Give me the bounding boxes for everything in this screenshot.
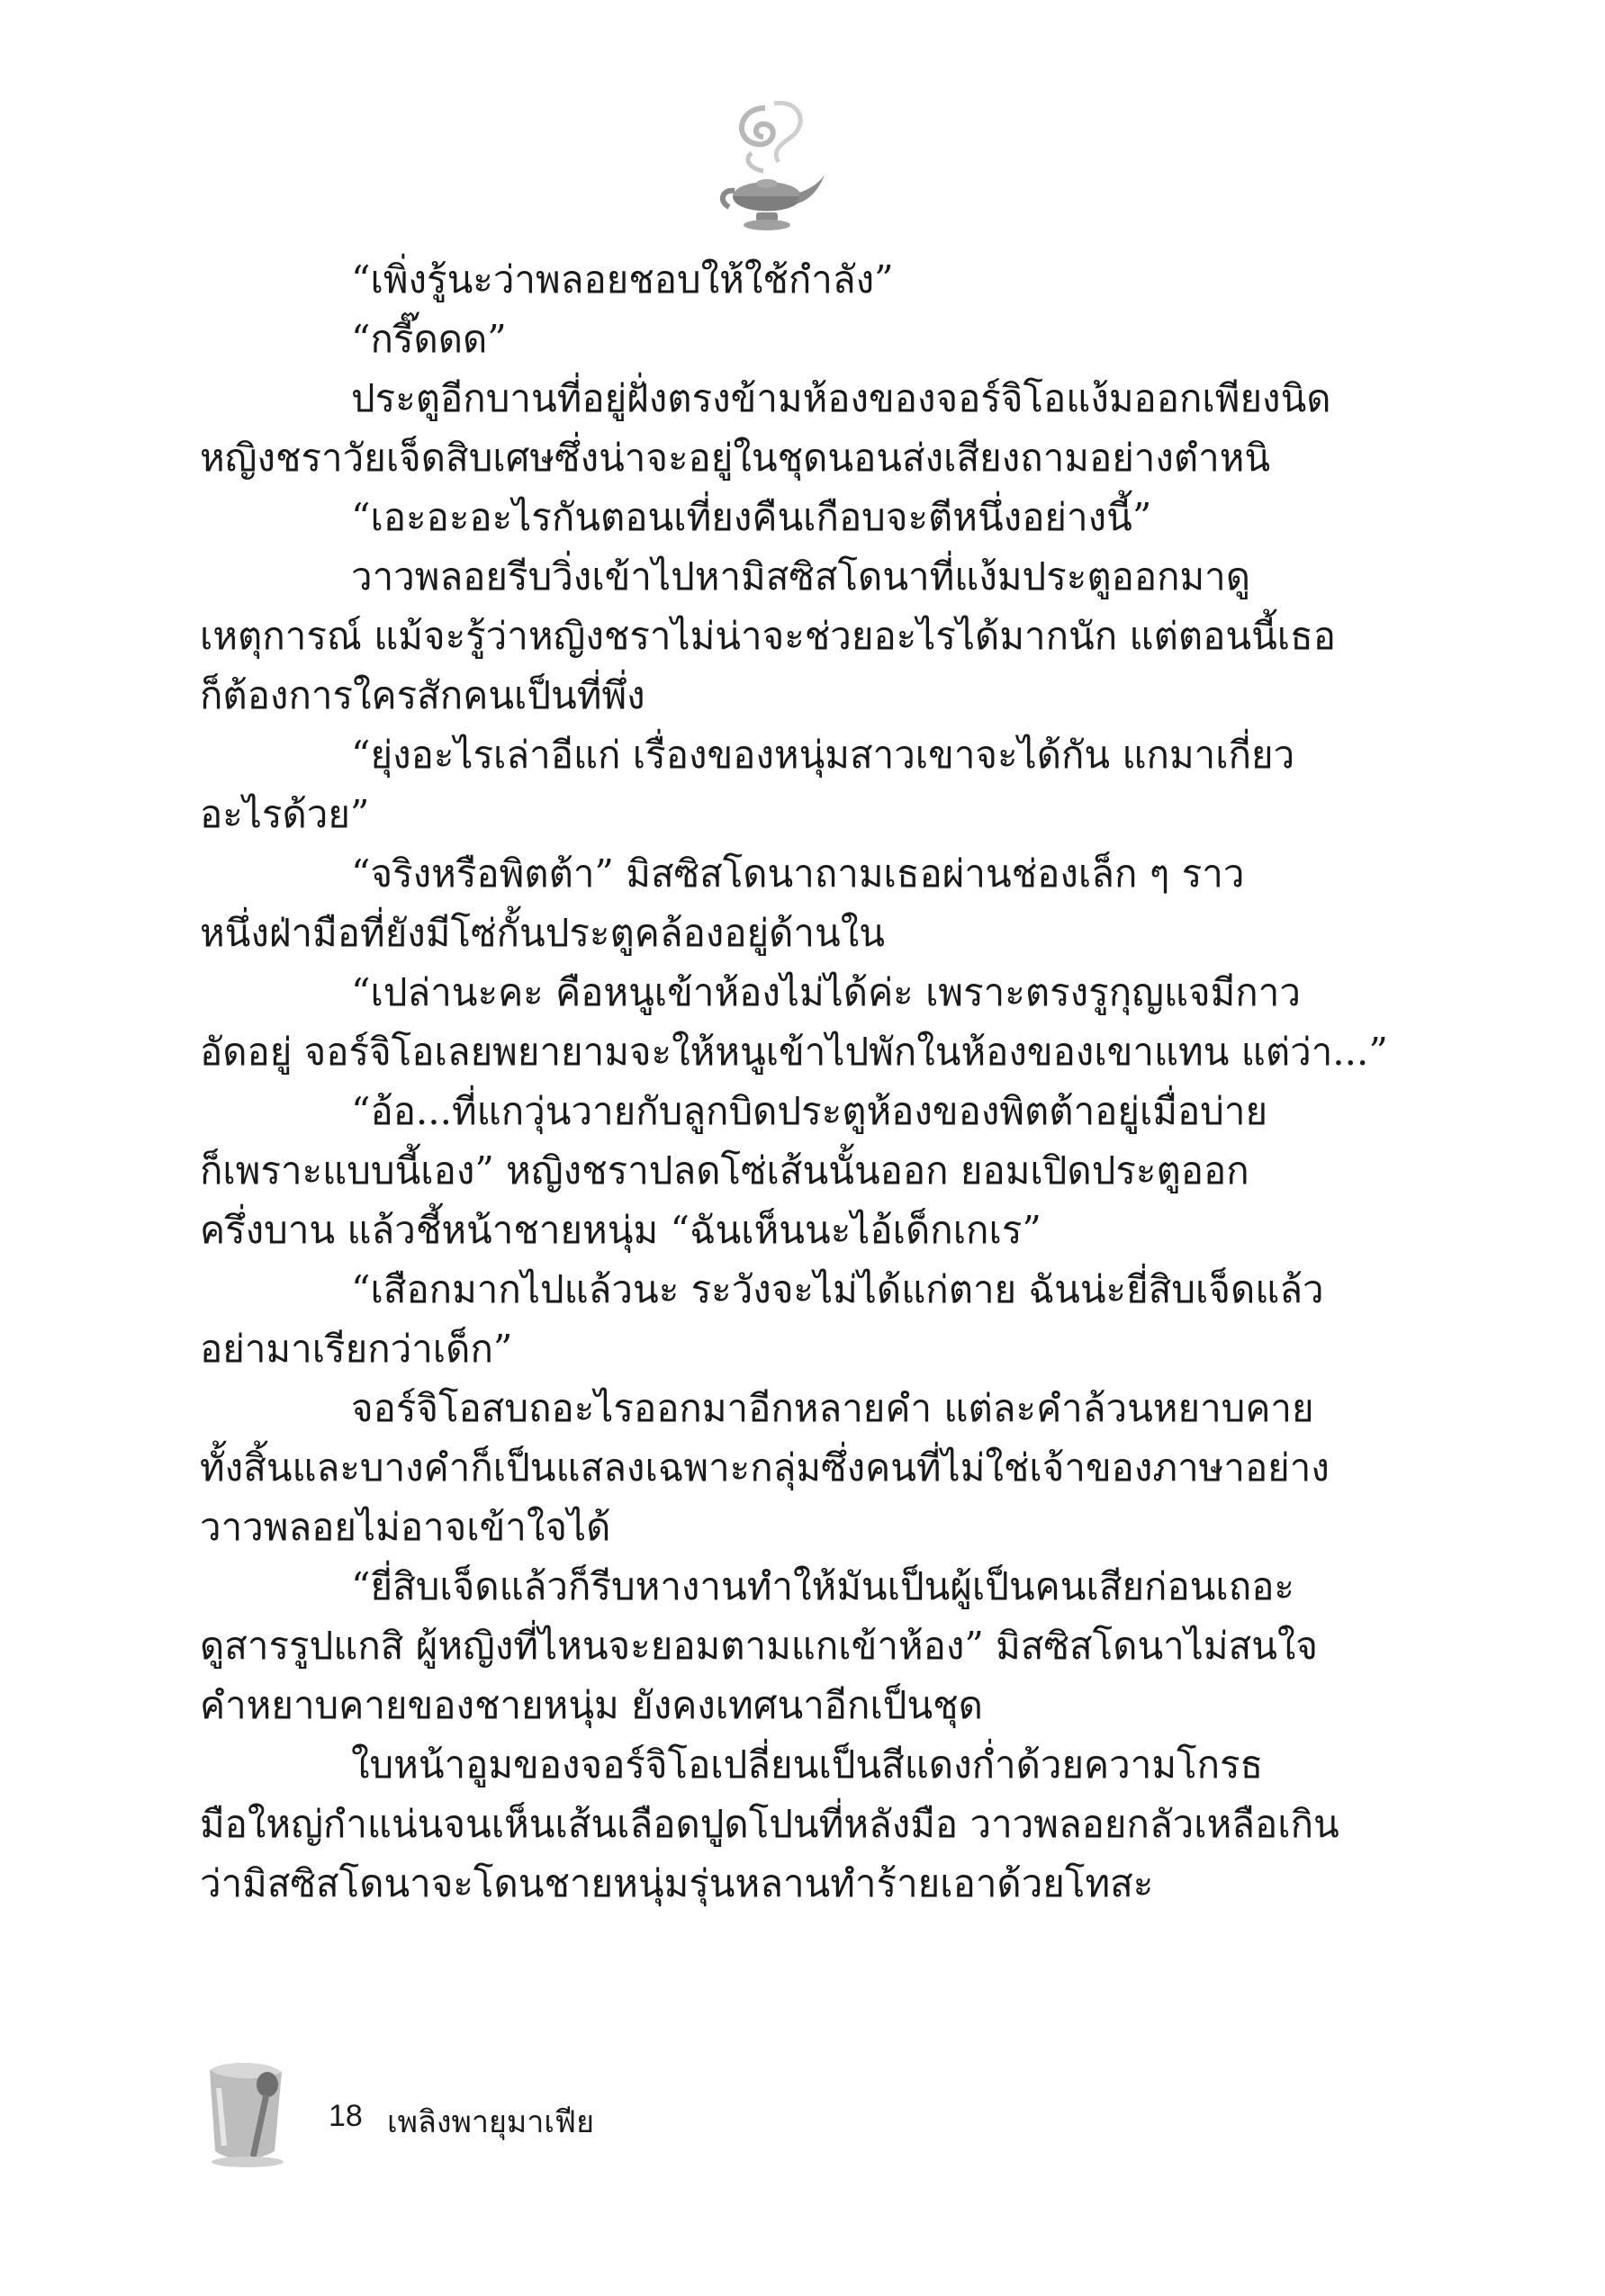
text-line: หนึ่งฝ่ามือที่ยังมีโซ่กั้นประตูคล้องอยู่ด้านใน (200, 911, 885, 955)
text-line: ก็ต้องการใครสักคนเป็นที่พึ่ง (200, 673, 645, 717)
page-footer (194, 2052, 824, 2169)
text-line: ก็เพราะแบบนี้เอง” หญิงชราปลดโซ่เส้นนั้นออก ยอมเปิดประตูออก (200, 1148, 1249, 1193)
text-line: อะไรด้วย” (200, 792, 370, 836)
text-line: “ยี่สิบเจ็ดแล้วก็รีบหางานทำให้มันเป็นผู้เป็นคนเสียก่อนเถอะ (351, 1564, 1294, 1608)
text-line: ใบหน้าอูมของจอร์จิโอเปลี่ยนเป็นสีแดงก่ำด้วยความโกรธ (351, 1742, 1264, 1787)
book-title: เพลิงพายุมาเฟีย (387, 2105, 595, 2139)
text-line: ครึ่งบาน แล้วชี้หน้าชายหนุ่ม “ฉันเห็นนะไอ้เด็กเกเร” (200, 1208, 1041, 1252)
text-line: “เสือกมากไปแล้วนะ ระวังจะไม่ได้แก่ตาย ฉันน่ะยี่สิบเจ็ดแล้ว (351, 1267, 1324, 1311)
text-line: ดูสารรูปแกสิ ผู้หญิงที่ไหนจะยอมตามแกเข้าห้อง” มิสซิสโดนาไม่สนใจ (200, 1624, 1319, 1668)
text-line: ประตูอีกบานที่อยู่ฝั่งตรงข้ามห้องของจอร์จิโอแง้มออกเพียงนิด (351, 376, 1331, 420)
text-line: วาวพลอยรีบวิ่งเข้าไปหามิสซิสโดนาที่แง้มประตูออกมาดู (351, 554, 1251, 599)
text-line: คำหยาบคายของชายหนุ่ม ยังคงเทศนาอีกเป็นชุด (200, 1683, 983, 1727)
text-line: “เพิ่งรู้นะว่าพลอยชอบให้ใช้กำลัง” (351, 257, 894, 302)
text-line: เหตุการณ์ แม้จะรู้ว่าหญิงชราไม่น่าจะช่วยอะไรได้มากนัก แต่ตอนนี้เธอ (200, 614, 1336, 658)
text-line: อย่ามาเรียกว่าเด็ก” (200, 1327, 513, 1371)
text-line: อัดอยู่ จอร์จิโอเลยพยายามจะให้หนูเข้าไปพักในห้องของเขาแทน แต่ว่า...” (200, 1030, 1388, 1074)
text-line: หญิงชราวัยเจ็ดสิบเศษซึ่งน่าจะอยู่ในชุดนอนส่งเสียงถามอย่างตำหนิ (200, 436, 1271, 480)
story-text (200, 250, 1388, 1913)
text-line: มือใหญ่กำแน่นจนเห็นเส้นเลือดปูดโปนที่หลังมือ วาวพลอยกลัวเหลือเกิน (200, 1802, 1339, 1846)
text-line: “เปล่านะคะ คือหนูเข้าห้องไม่ได้ค่ะ เพราะตรงรูกุญแจมีกาว (351, 970, 1301, 1014)
text-line: ทั้งสิ้นและบางคำก็เป็นแสลงเฉพาะกลุ่มซึ่งคนที่ไม่ใช่เจ้าของภาษาอย่าง (200, 1445, 1330, 1490)
text-line: “จริงหรือพิตต้า” มิสซิสโดนาถามเธอผ่านช่องเล็ก ๆ ราว (351, 851, 1245, 896)
text-line: “กรี๊ดดด” (351, 317, 507, 361)
text-line: จอร์จิโอสบถอะไรออกมาอีกหลายคำ แต่ละคำล้วนหยาบคาย (351, 1386, 1314, 1430)
magic-hat-icon (194, 2052, 302, 2169)
text-line: ว่ามิสซิสโดนาจะโดนชายหนุ่มรุ่นหลานทำร้ายเอาด้วยโทสะ (200, 1861, 1154, 1905)
text-line: วาวพลอยไม่อาจเข้าใจได้ (200, 1505, 611, 1549)
text-line: “เอะอะอะไรกันตอนเที่ยงคืนเกือบจะตีหนึ่งอย่างนี้” (351, 495, 1152, 539)
text-line: “อ้อ...ที่แกวุ่นวายกับลูกบิดประตูห้องของพิตต้าอยู่เมื่อบ่าย (351, 1089, 1268, 1133)
page-number: 18 (329, 2099, 363, 2133)
text-line: “ยุ่งอะไรเล่าอีแก่ เรื่องของหนุ่มสาวเขาจะได้กัน แกมาเกี่ยว (351, 733, 1295, 777)
genie-lamp-icon (702, 90, 828, 234)
